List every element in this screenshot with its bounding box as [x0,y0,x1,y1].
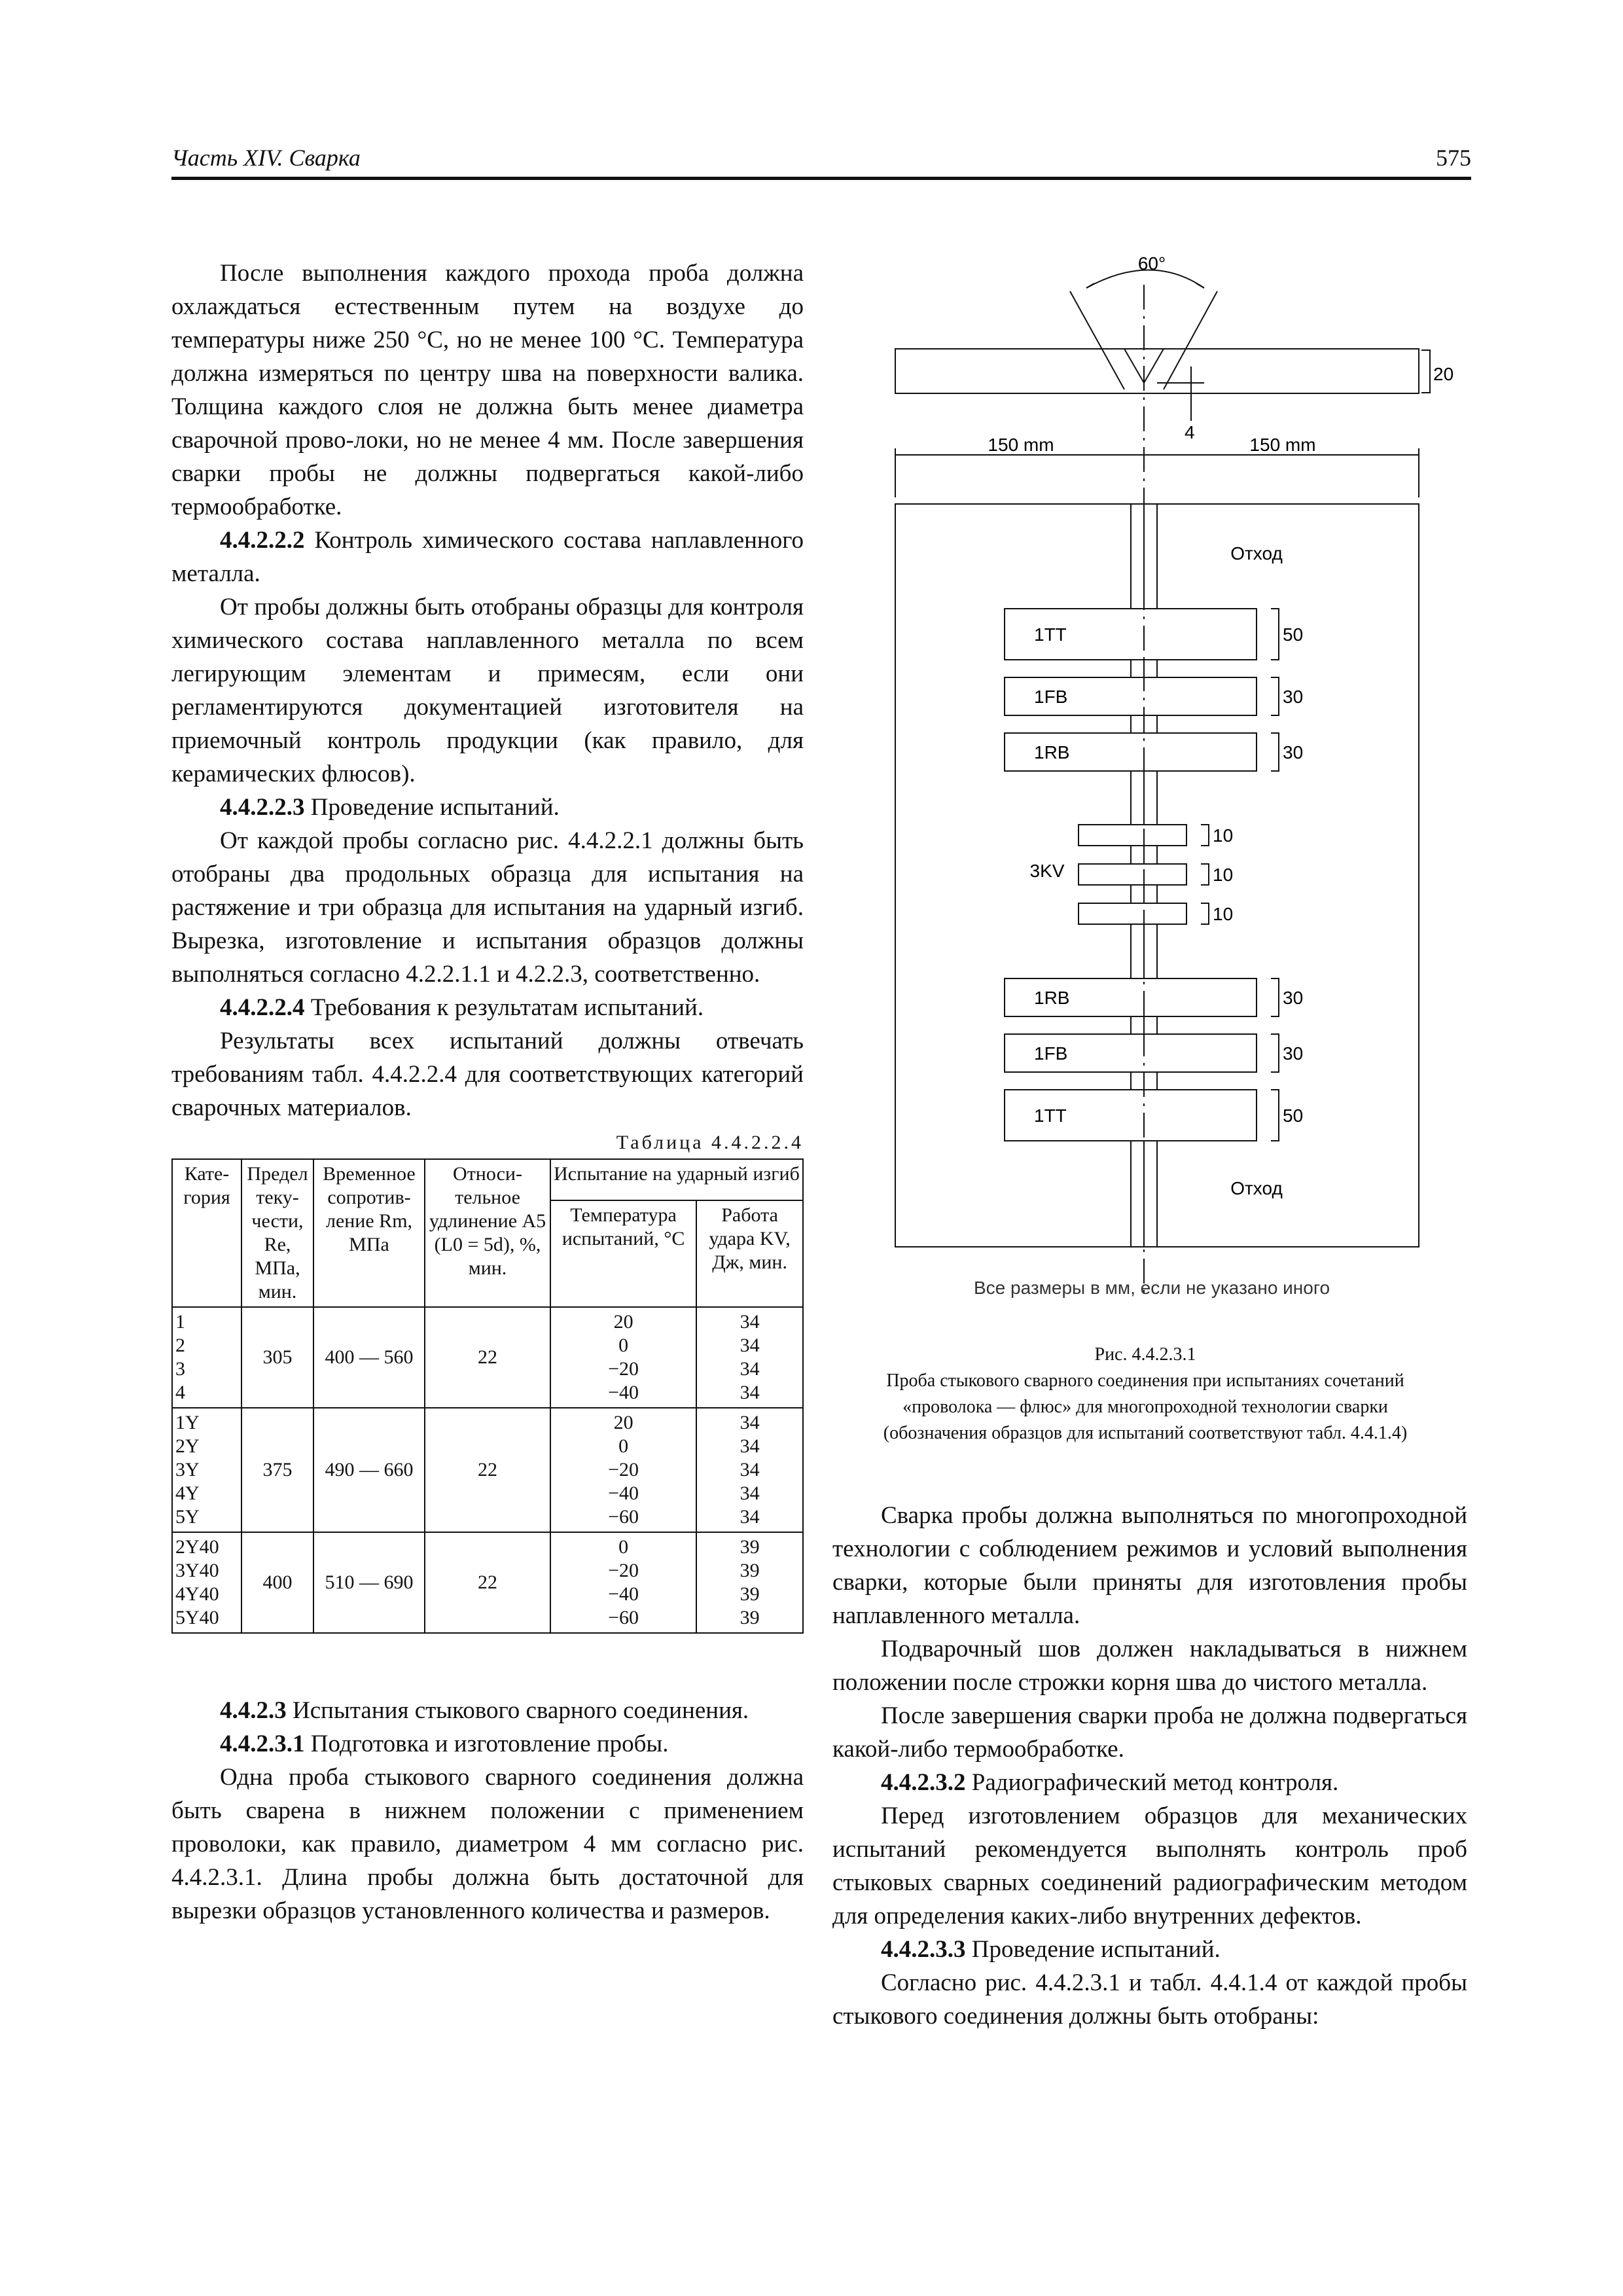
section-title: Радиографический метод контроля. [965,1769,1339,1796]
category-cell-value: 3Y [175,1459,200,1480]
paragraph [832,1766,1467,1799]
table-row [172,1408,803,1532]
section-number: 4.4.2.3 [220,1697,287,1724]
tensile-cell: 490 — 660 [313,1408,425,1532]
category-cell-value: 2Y40 [175,1536,219,1558]
paragraph [171,1694,804,1727]
impact-energy-cell-value: 39 [740,1607,760,1628]
category-cell [172,1532,241,1633]
specimen-dimension: 10 [1213,904,1234,924]
impact-energy-cell-value: 34 [740,1412,760,1433]
category-cell-value: 1 [175,1311,185,1333]
elongation-cell: 22 [425,1532,550,1633]
section-title: Проведение испытаний. [965,1936,1221,1963]
yield-cell: 375 [241,1408,313,1532]
figure-caption-line: Проба стыкового сварного соединения при испытаниях сочетаний [886,1371,1404,1391]
paragraph [171,791,804,824]
dimensions-note: Все размеры в мм, если не указано иного [973,1278,1330,1298]
temperature-cell-value: 20 [613,1412,633,1433]
page-number: 575 [1436,145,1471,171]
table-row [172,1532,803,1633]
specimen-outline [1079,864,1186,885]
specimen-dimension: 10 [1213,825,1234,846]
specimen-label: 1FB [1034,1043,1068,1064]
left-column [171,257,804,1928]
paragraph: Согласно рис. 4.4.2.3.1 и табл. 4.4.1.4 от каждой пробы стыкового соединения должны быть отобраны: [832,1969,1467,2030]
impact-specimens-label: 3KV [1029,861,1065,881]
dimension-bracket [1271,677,1279,715]
width-right-label: 150 mm [1249,435,1316,455]
header-category: Кате-гория [172,1159,241,1307]
section-number: 4.4.2.2.4 [220,994,305,1021]
temperature-cell [550,1408,696,1532]
category-cell-value: 1Y [175,1412,200,1433]
dimension-bracket [1201,903,1209,924]
category-cell-value: 2 [175,1335,185,1356]
category-cell-value: 4Y40 [175,1583,219,1605]
header-tensile: Временное сопротив-ление Rm, МПа [313,1159,425,1307]
temperature-cell [550,1532,696,1633]
specimen-outline [1079,903,1186,924]
temperature-cell-value: −40 [608,1482,639,1504]
category-cell [172,1307,241,1408]
dimension-bracket [1271,1090,1279,1141]
impact-energy-cell-value: 34 [740,1435,760,1457]
specimen-dimension: 30 [1283,742,1304,762]
thickness-bracket [1421,350,1430,393]
figure-caption-line: Рис. 4.4.2.3.1 [1094,1344,1196,1365]
impact-energy-cell [696,1307,803,1408]
section-title: Контроль химического состава наплавленного металла. [171,527,804,587]
dimension-bracket [1201,825,1209,846]
specimen-label: 1RB [1034,742,1070,762]
paragraph: Подварочный шов должен накладываться в нижнем положении после строжки корня шва до чистого металла. [832,1636,1467,1696]
paragraph: После завершения сварки проба не должна подвергаться какой-либо термообработке. [832,1702,1467,1763]
paragraph [832,1933,1467,1966]
figure-caption-line: «проволока — флюс» для многопроходной технологии сварки [902,1397,1388,1417]
dimension-bracket [1201,864,1209,885]
temperature-cell-value: −20 [608,1560,639,1581]
category-cell-value: 4Y [175,1482,200,1504]
paragraph: Одна проба стыкового сварного соединения должна быть сварена в нижнем положении с применением проволоки, как правило, диаметром 4 мм согласно рис. 4.4.2.3.1. Длина пробы должна быть достаточной для вырезки образцов установленного количества и размеров. [171,1764,804,1924]
impact-energy-cell-value: 34 [740,1311,760,1333]
paragraph: После выполнения каждого прохода проба должна охлаждаться естественным путем на воздухе до температуры ниже 250 °С, но не менее 100 °С. Температура должна измеряться по центру шва на поверхности валика. Толщина каждого слоя не должна быть менее диаметра сварочной прово-локи, но не менее 4 мм. После завершения сварки пробы не должны подвергаться какой-либо термообработке. [171,260,804,520]
header-temperature: Температура испытаний, °С [550,1200,696,1307]
category-cell-value: 5Y40 [175,1607,219,1628]
impact-energy-cell-value: 34 [740,1358,760,1380]
specimen-outline [1079,825,1186,846]
temperature-cell-value: 20 [613,1311,633,1333]
temperature-cell-value: 0 [618,1335,629,1356]
impact-energy-cell-value: 39 [740,1583,760,1605]
impact-energy-cell [696,1532,803,1633]
impact-energy-cell-value: 34 [740,1459,760,1480]
specimen-label: 1TT [1034,1105,1067,1126]
specimen-dimension: 30 [1283,988,1304,1008]
running-title: Часть XIV. Сварка [171,145,361,171]
impact-energy-cell-value: 34 [740,1482,760,1504]
temperature-cell-value: −20 [608,1459,639,1480]
dimension-bracket [1271,733,1279,771]
paragraph: От пробы должны быть отобраны образцы для контроля химического состава наплавленного металла по всем легирующим элементам и примесям, если они регламентируются документацией изготовителя на приемочный контроль продукции (как правило, для керамических флюсов). [171,594,804,787]
impact-energy-cell [696,1408,803,1532]
paragraph: Результаты всех испытаний должны отвечать требованиям табл. 4.4.2.2.4 для соответствующих категорий сварочных материалов. [171,1028,804,1121]
temperature-cell-value: −60 [608,1607,639,1628]
paragraph [171,991,804,1024]
temperature-cell-value: −40 [608,1382,639,1403]
impact-energy-cell-value: 34 [740,1506,760,1528]
dimension-bracket [1271,609,1279,660]
impact-energy-cell-value: 34 [740,1335,760,1356]
temperature-cell-value: 0 [618,1435,629,1457]
temperature-cell-value: 0 [618,1536,629,1558]
section-title: Испытания стыкового сварного соединения. [286,1697,749,1724]
plate-section [895,349,1419,393]
elongation-cell: 22 [425,1307,550,1408]
bevel-angle-label: 60° [1137,253,1166,274]
section-number: 4.4.2.2.3 [220,794,305,821]
header-rule [171,177,1471,180]
section-number: 4.4.2.3.1 [220,1731,305,1757]
paragraph [171,1727,804,1761]
elongation-cell: 22 [425,1408,550,1532]
paragraph [171,524,804,590]
tensile-cell: 400 — 560 [313,1307,425,1408]
paragraph: Перед изготовлением образцов для механических испытаний рекомендуется выполнять контроль проб стыковых сварных соединений радиографическим методом для определения каких-либо внутренних дефектов. [832,1803,1467,1929]
requirements-table [171,1158,804,1634]
paragraph: От каждой пробы согласно рис. 4.4.2.2.1 должны быть отобраны два продольных образца для испытания на растяжение и три образца для испытания на ударный изгиб. Вырезка, изготовление и испытания образцов должны выполняться согласно 4.2.2.1.1 и 4.2.2.3, соответственно. [171,827,804,988]
figure-caption-line: (обозначения образцов для испытаний соответствуют табл. 4.4.1.4) [883,1423,1408,1443]
temperature-cell-value: −20 [608,1358,639,1380]
temperature-cell-value: −40 [608,1583,639,1605]
impact-energy-cell-value: 39 [740,1560,760,1581]
specimen-label: 1RB [1034,988,1070,1008]
root-gap-label: 4 [1185,422,1195,442]
right-column [832,1499,1467,2033]
category-cell [172,1408,241,1532]
section-number: 4.4.2.2.2 [220,527,305,554]
dimension-bracket [1271,1034,1279,1072]
section-title: Требования к результатам испытаний. [304,994,704,1021]
header-impact: Испытание на ударный изгиб [550,1159,803,1200]
yield-cell: 305 [241,1307,313,1408]
category-cell-value: 2Y [175,1435,200,1457]
bevel-line-left [1070,291,1124,389]
impact-energy-cell-value: 34 [740,1382,760,1403]
discard-top-label: Отход [1230,543,1283,564]
width-left-label: 150 mm [988,435,1054,455]
angle-arrow [1086,283,1094,288]
section-number: 4.4.2.3.2 [881,1769,966,1796]
spacer [171,1634,804,1694]
discard-bottom-label: Отход [1230,1178,1283,1198]
specimen-dimension: 50 [1283,624,1304,645]
thickness-label: 20 [1433,364,1454,384]
section-number: 4.4.2.3.3 [881,1936,966,1963]
header-yield: Предел теку-чести, Re, МПа, мин. [241,1159,313,1307]
specimen-label: 1FB [1034,687,1068,707]
page-header [171,144,1471,178]
temperature-cell-value: −60 [608,1506,639,1528]
butt-weld-specimen-diagram [825,252,1472,1312]
specimen-dimension: 30 [1283,1043,1304,1064]
specimen-dimension: 10 [1213,865,1234,885]
section-title: Подготовка и изготовление пробы. [304,1731,669,1757]
paragraph: Сварка пробы должна выполняться по многопроходной технологии с соблюдением режимов и условий выполнения сварки, которые были приняты для изготовления пробы наплавленного металла. [832,1502,1467,1629]
specimen-label: 1TT [1034,624,1067,645]
tensile-cell: 510 — 690 [313,1532,425,1633]
category-cell-value: 5Y [175,1506,200,1528]
category-cell-value: 4 [175,1382,185,1403]
header-impact-energy: Работа удара KV, Дж, мин. [696,1200,803,1307]
table-header-row [172,1159,803,1200]
category-cell-value: 3Y40 [175,1560,219,1581]
figure-caption [818,1342,1472,1446]
section-title: Проведение испытаний. [304,794,560,821]
header-elongation: Относи-тельное удлинение A5 (L0 = 5d), %, мин. [425,1159,550,1307]
angle-arrow [1196,283,1204,288]
temperature-cell [550,1307,696,1408]
table-row [172,1307,803,1408]
impact-energy-cell-value: 39 [740,1536,760,1558]
specimen-dimension: 30 [1283,687,1304,707]
table-body [172,1307,803,1633]
table-caption: Таблица 4.4.2.2.4 [616,1132,804,1153]
specimen-dimension: 50 [1283,1105,1304,1126]
category-cell-value: 3 [175,1358,185,1380]
dimension-bracket [1271,978,1279,1016]
yield-cell: 400 [241,1532,313,1633]
